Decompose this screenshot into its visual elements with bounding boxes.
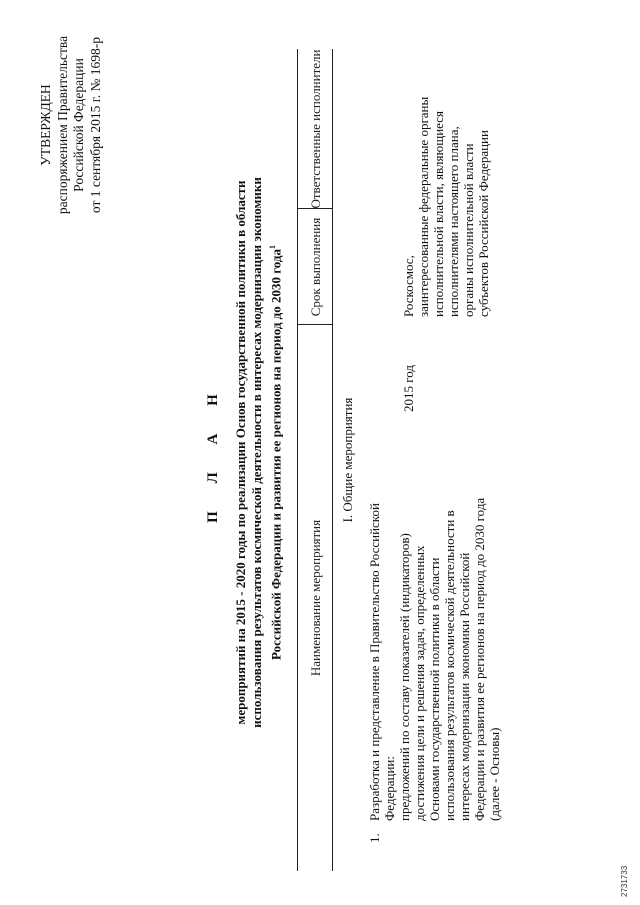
row-executor-line: исполнительной власти, являющиеся (431, 110, 446, 317)
row-number: 1. (367, 833, 382, 843)
header-name: Наименование мероприятия (308, 519, 323, 677)
row-name-line: предложений по составу показателей (индикаторов) (397, 533, 412, 821)
row-name-line: использования результатов космической деятельности в (442, 510, 457, 821)
subtitle-line-2: использования результатов космической деятельности в интересах модернизации экономики (249, 177, 264, 728)
row-name (367, 498, 502, 821)
subtitle-line-3 (265, 0, 284, 905)
subtitle-line-3-text: Российской Федерации и развития ее регионов на период до 2030 года (268, 248, 284, 661)
row-term: 2015 год (401, 365, 416, 412)
row-executor-line: Роскосмос, (401, 255, 416, 317)
table-header-rule (332, 49, 333, 871)
approval-stamp (38, 25, 104, 225)
row-executor-line: субъектов Российской Федерации (476, 130, 491, 317)
approval-line-2: распоряжением Правительства (54, 35, 70, 215)
row-name-line: Федерации: (382, 755, 397, 821)
document-number: 2731733 (620, 865, 629, 897)
footnote-mark: 1 (268, 244, 277, 249)
row-name-line: Федерации и развития ее регионов на период до 2030 года (472, 497, 487, 821)
row-executor-line: исполнителями настоящего плана, (446, 126, 461, 317)
header-term: Срок выполнения (308, 217, 323, 317)
approval-line-1: УТВЕРЖДЕН (38, 84, 53, 166)
row-executor-line: органы исполнительной власти (461, 143, 476, 317)
approval-line-4: от 1 сентября 2015 г. № 1698-р (87, 36, 103, 214)
row-name-line: Разработка и представление в Правительство Российской (367, 503, 382, 821)
row-name-line: (далее - Основы) (487, 727, 502, 821)
plan-title: П Л А Н (205, 382, 221, 523)
row-executors (401, 97, 491, 317)
section-heading: I. Общие мероприятия (340, 397, 355, 523)
header-executors: Ответственные исполнители (308, 49, 323, 209)
approval-line-3: Российской Федерации (71, 58, 86, 192)
row-executor-line: заинтересованные федеральные органы (416, 96, 431, 317)
plan-subtitle (233, 0, 284, 905)
row-name-line: Основами государственной политики в области (427, 557, 442, 821)
row-name-line: достижения цели и решения задач, определенных (412, 545, 427, 821)
subtitle-line-1: мероприятий на 2015 - 2020 годы по реализации Основ государственной политики в области (233, 180, 248, 725)
table-top-rule (297, 49, 298, 871)
row-name-line: интересах модернизации экономики Российской (457, 552, 472, 821)
